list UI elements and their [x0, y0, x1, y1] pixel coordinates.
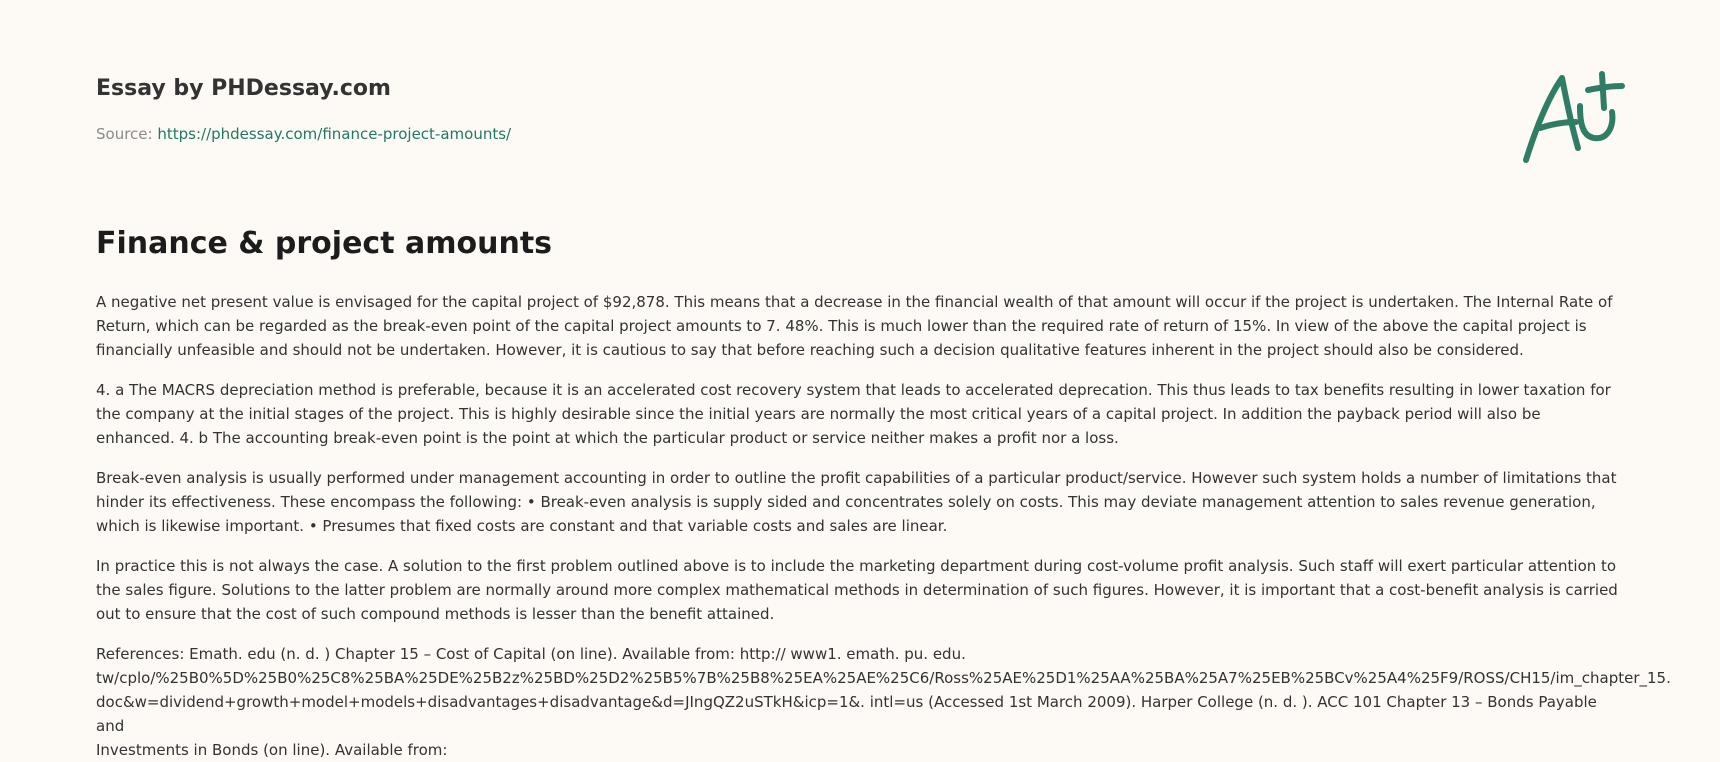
source-link[interactable]: https://phdessay.com/finance-project-amounts/	[157, 125, 512, 143]
references-line: Investments in Bonds (on line). Available from:	[96, 741, 448, 759]
article-paragraph: A negative net present value is envisaged for the capital project of $92,878. This means that a decrease in the financial wealth of that amount will occur if the project is undertaken. The Internal Rate of Return, which can be regarded as the break-even point of the capital project amounts to 7. 48%. This is much lower than the required rate of return of 15%. In view of the above the capital project is financially unfeasible and should not be undertaken. However, it is cautious to say that before reaching such a decision qualitative features inherent in the project should also be considered.	[96, 293, 1613, 359]
source-label: Source:	[96, 125, 153, 143]
article-paragraph: Break-even analysis is usually performed under management accounting in order to outline the profit capabilities of a particular product/service. However such system holds a number of limitations that hinder its effectiveness. These encompass the following: • Break-even analysis is supply sided and concentrates solely on costs. This may deviate management attention to sales revenue generation, which is likewise important. • Presumes that fixed costs are constant and that variable costs and sales are linear.	[96, 469, 1617, 535]
article-paragraph: In practice this is not always the case. A solution to the first problem outlined above is to include the marketing department during cost-volume profit analysis. Such staff will exert particular attention to the sales figure. Solutions to the latter problem are normally around more complex mathematical methods in determination of such figures. However, it is important that a cost-benefit analysis is carried out to ensure that the cost of such compound methods is lesser than the benefit attained.	[96, 557, 1618, 623]
source-line	[96, 124, 1496, 144]
references-line: References: Emath. edu (n. d. ) Chapter 15 – Cost of Capital (on line). Available from: http:// www1. emath. pu. edu.	[96, 645, 966, 663]
article	[96, 224, 1671, 762]
page-header	[96, 74, 1496, 144]
article-paragraph: 4. a The MACRS depreciation method is preferable, because it is an accelerated cost recovery system that leads to accelerated deprecation. This thus leads to tax benefits resulting in lower taxation for the company at the initial stages of the project. This is highly desirable since the initial years are normally the most critical years of a capital project. In addition the payback period will also be enhanced. 4. b The accounting break-even point is the point at which the particular product or service neither makes a profit nor a loss.	[96, 381, 1611, 447]
site-title: Essay by PHDessay.com	[96, 76, 391, 101]
a-plus-logo-icon	[1518, 68, 1628, 168]
page-title: Finance & project amounts	[96, 226, 553, 261]
references-line: doc&w=dividend+growth+model+models+disadvantages+disadvantage&d=JIngQZ2uSTkH&icp=1&. intl=us (Accessed 1st March 2009). Harper College (n. d. ). ACC 101 Chapter 13 – Bonds Payable and	[96, 693, 1597, 735]
references	[96, 642, 1671, 762]
references-line: tw/cplo/%25B0%5D%25B0%25C8%25BA%25DE%25B2z%25BD%25D2%25B5%7B%25B8%25EA%25AE%25C6/Ross%25AE%25D1%25AA%25BA%25A7%25EB%25BCv%25A4%25F9/ROSS/CH15/im_chapter_15.	[96, 669, 1671, 687]
